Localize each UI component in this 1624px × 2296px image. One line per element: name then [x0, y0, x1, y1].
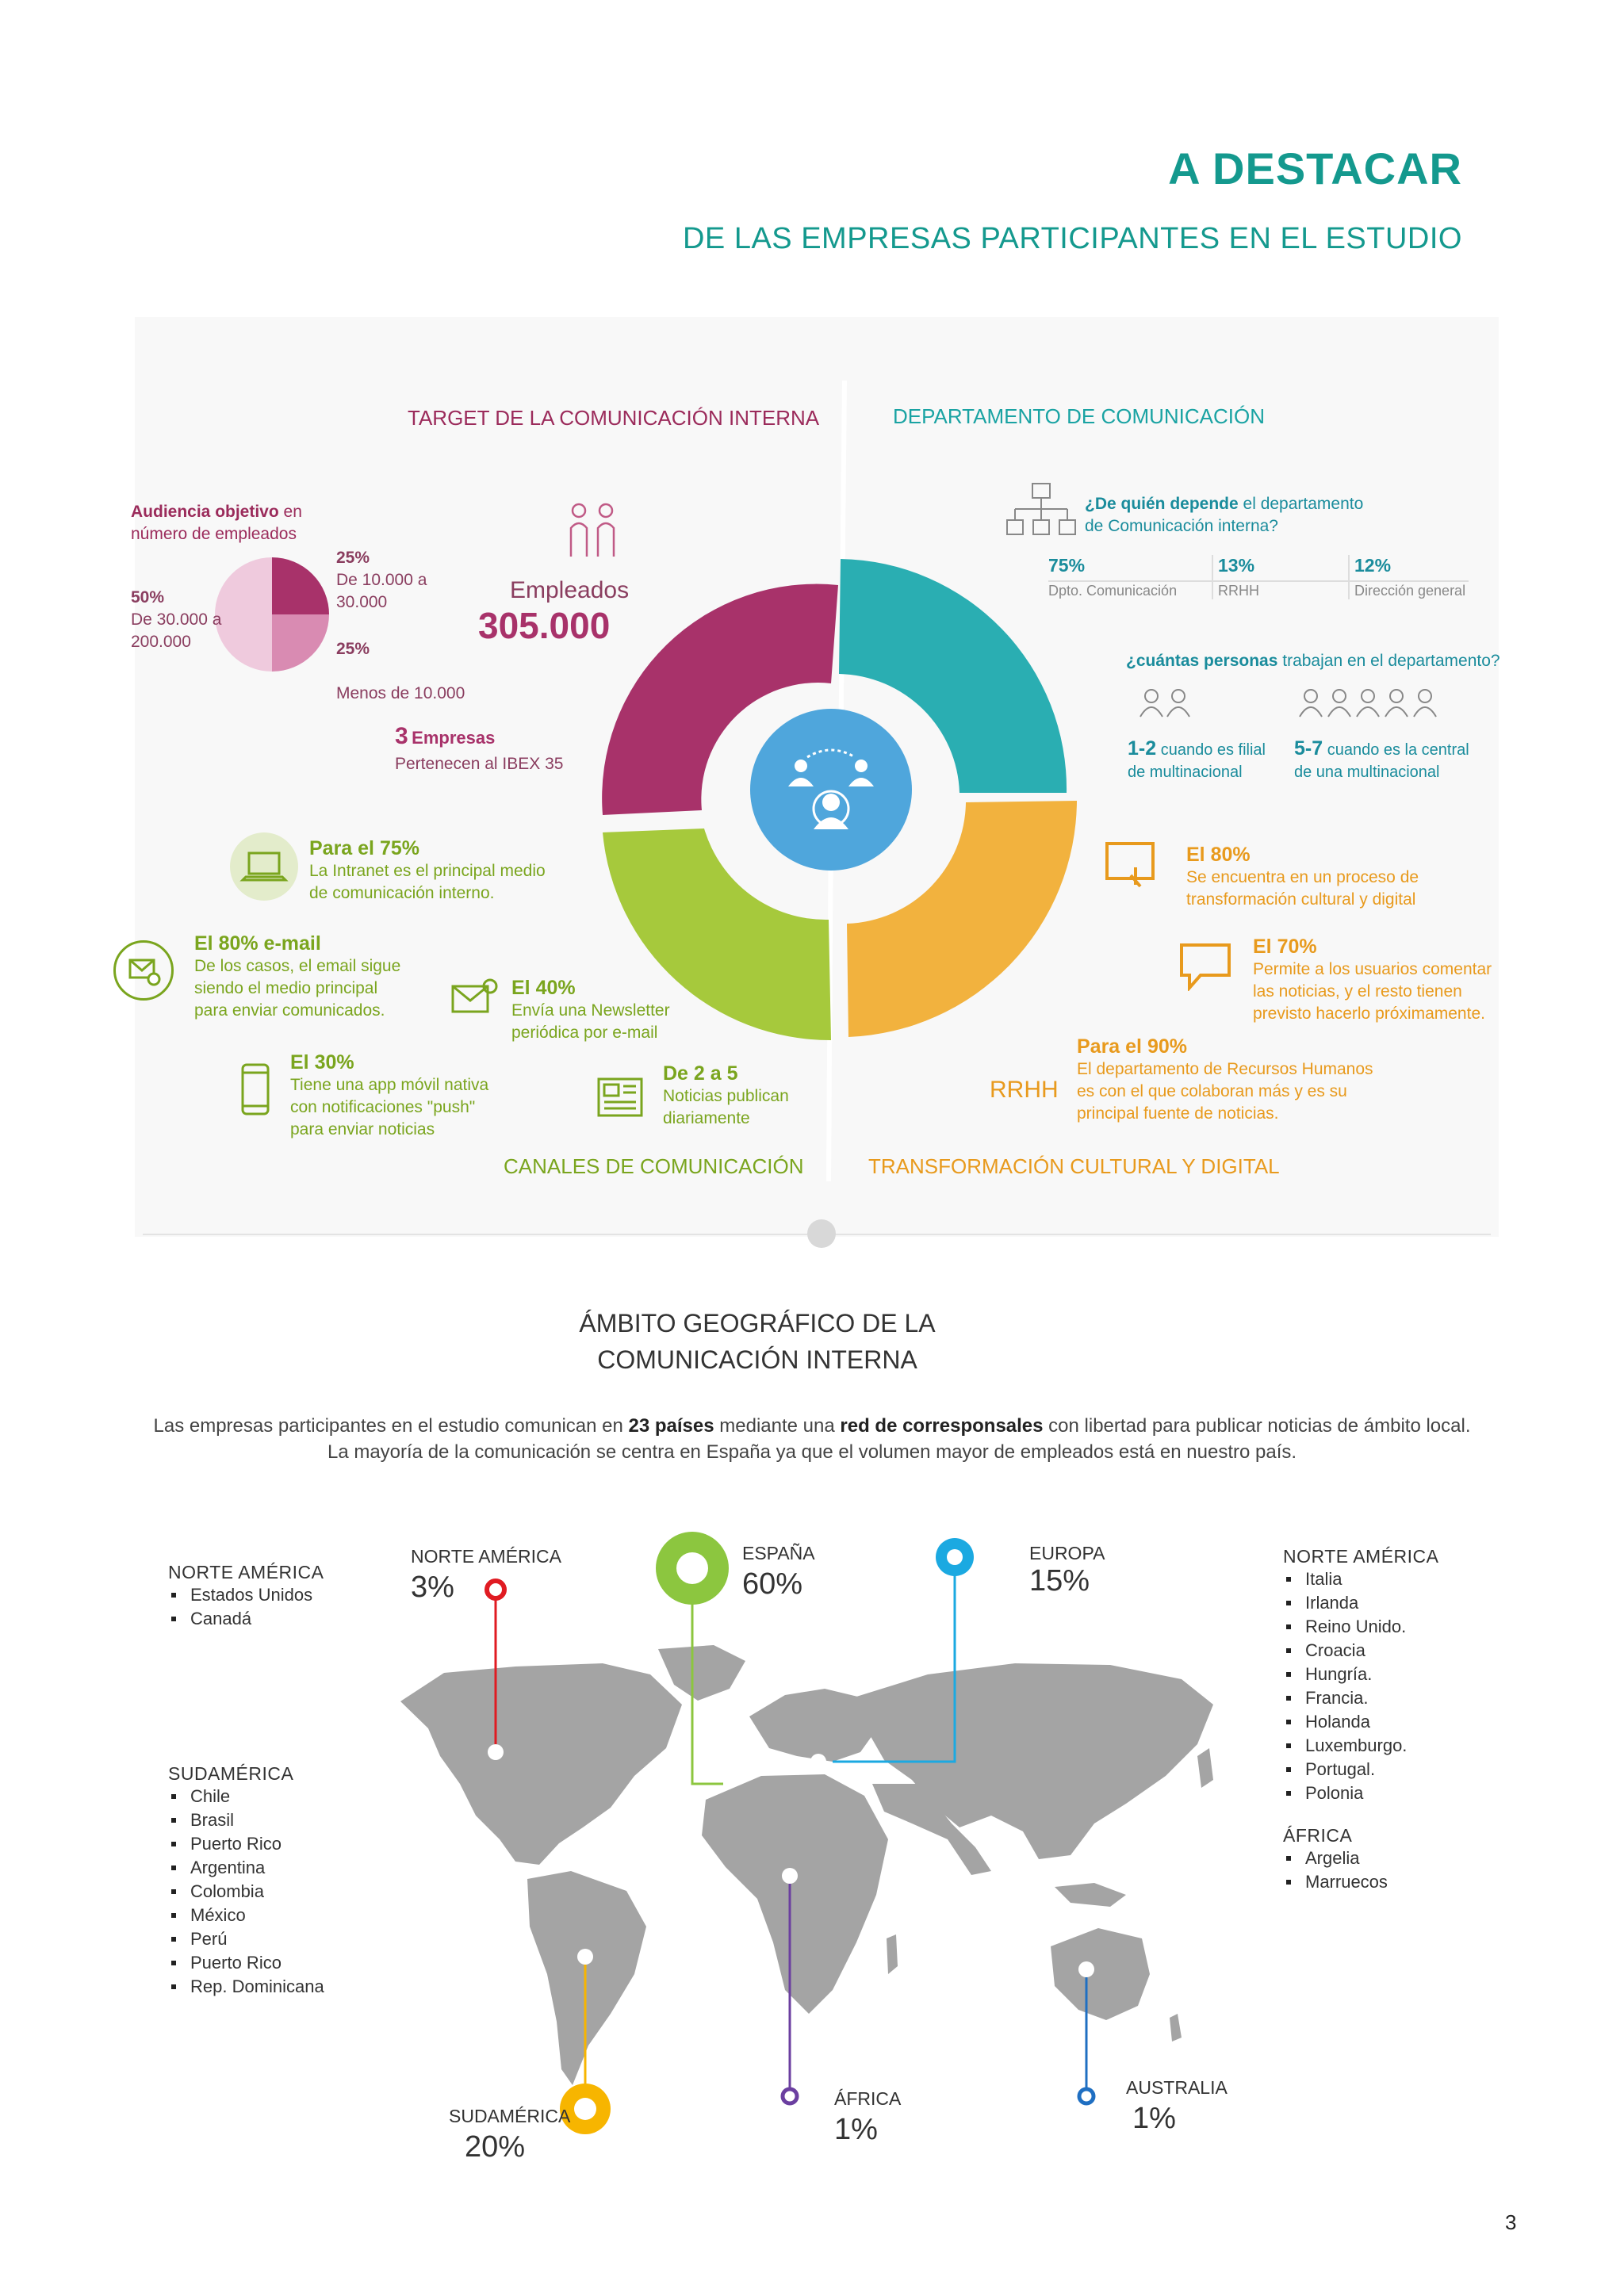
- page-subtitle: DE LAS EMPRESAS PARTICIPANTES EN EL ESTUDIO: [682, 222, 1462, 255]
- list-item: Francia.: [1283, 1686, 1439, 1710]
- list-norte-america-right: NORTE AMÉRICA Italia Irlanda Reino Unido. Croacia Hungría. Francia. Holanda Luxemburgo. Portugal. Polonia: [1283, 1546, 1439, 1805]
- depende-label: RRHH: [1218, 583, 1259, 599]
- section-title-transformacion: TRANSFORMACIÓN CULTURAL Y DIGITAL: [868, 1154, 1280, 1178]
- depende-label: Dirección general: [1354, 583, 1466, 599]
- list-item: Luxemburgo.: [1283, 1734, 1439, 1758]
- list-item: Puerto Rico: [168, 1832, 324, 1856]
- geo-title: ÁMBITO GEOGRÁFICO DE LA COMUNICACIÓN INTERNA: [579, 1309, 936, 1374]
- pin-dot-australia: [1078, 1961, 1094, 1977]
- list-norte-america-left: NORTE AMÉRICA Estados Unidos Canadá: [168, 1562, 324, 1631]
- list-africa: ÁFRICA Argelia Marruecos: [1283, 1825, 1388, 1894]
- list-item: Canadá: [168, 1607, 324, 1631]
- page-number: 3: [1505, 2210, 1517, 2234]
- pin-label-espana: ESPAÑA 60%: [742, 1543, 815, 1601]
- canal-newsletter: El 40% Envía una Newsletter periódica por e-mail: [511, 977, 670, 1042]
- audiencia-title: Audiencia objetivo en número de empleados: [131, 503, 302, 543]
- section-title-canales: CANALES DE COMUNICACIÓN: [504, 1154, 804, 1178]
- empleados-value: 305.000: [478, 605, 611, 646]
- page-title: A DESTACAR: [1168, 144, 1462, 193]
- list-sudamerica: SUDAMÉRICA Chile Brasil Puerto Rico Argentina Colombia México Perú Puerto Rico Rep. Dominicana: [168, 1763, 324, 1999]
- pin-dot-europa: [810, 1754, 826, 1770]
- empresas-desc: Pertenecen al IBEX 35: [395, 755, 564, 773]
- rrhh-tag: RRHH: [990, 1077, 1059, 1103]
- pin-label-sudamerica: SUDAMÉRICA 20%: [449, 2106, 571, 2164]
- list-item: Italia: [1283, 1567, 1439, 1591]
- list-item: Argentina: [168, 1856, 324, 1880]
- depende-pct: 13%: [1218, 555, 1255, 576]
- personas-answer-filial: 1-2 cuando es filial de multinacional: [1128, 737, 1266, 781]
- depende-pct: 75%: [1048, 555, 1086, 576]
- depende-question: ¿De quién depende el departamento de Comunicación interna?: [1085, 495, 1364, 535]
- list-item: Perú: [168, 1927, 324, 1951]
- list-item: Chile: [168, 1785, 324, 1808]
- pin-marker-africa: [783, 2089, 797, 2103]
- map-new-zealand: [1170, 2014, 1182, 2042]
- personas-answer-central: 5-7 cuando es la central de una multinacional: [1294, 737, 1469, 781]
- geo-intro: Las empresas participantes en el estudio comunican en 23 países mediante una red de corresponsales con libertad para publicar noticias de ámbito local. La mayoría de la comunicación se centra en España ya que el volumen mayor de empleados está en nuestro país.: [153, 1415, 1471, 1463]
- pie-label-25-a: 25% De 10.000 a 30.000: [336, 549, 427, 611]
- map-madagascar: [887, 1934, 898, 1974]
- transformacion-80: El 80% Se encuentra en un proceso de transformación cultural y digital: [1186, 844, 1419, 909]
- pin-dot-norte-america: [488, 1744, 504, 1760]
- list-item: Brasil: [168, 1808, 324, 1832]
- map-japan: [1197, 1748, 1213, 1788]
- canal-app: El 30% Tiene una app móvil nativa con notificaciones "push" para enviar noticias: [290, 1051, 489, 1138]
- rrhh-block: Para el 90% El departamento de Recursos Humanos es con el que colaboran más y es su principal fuente de noticias.: [1077, 1035, 1373, 1123]
- transformacion-70: El 70% Permite a los usuarios comentar las noticias, y el resto tienen previsto hacerlo próximamente.: [1253, 936, 1492, 1023]
- map-australia: [1051, 1928, 1150, 2020]
- list-item: Rep. Dominicana: [168, 1975, 324, 1999]
- pin-label-africa: ÁFRICA 1%: [834, 2088, 902, 2146]
- section-title-departamento: DEPARTAMENTO DE COMUNICACIÓN: [893, 404, 1266, 428]
- section-title-target: TARGET DE LA COMUNICACIÓN INTERNA: [408, 406, 820, 430]
- pin-dot-africa: [782, 1868, 798, 1884]
- pin-dot-sudamerica: [577, 1949, 593, 1965]
- list-item: Croacia: [1283, 1639, 1439, 1663]
- list-item: Irlanda: [1283, 1591, 1439, 1615]
- list-item: Hungría.: [1283, 1663, 1439, 1686]
- list-item: Argelia: [1283, 1846, 1388, 1870]
- map-south-america: [527, 1871, 646, 2085]
- personas-question: ¿cuántas personas trabajan en el departamento?: [1126, 652, 1500, 670]
- canal-intranet: Para el 75% La Intranet es el principal medio de comunicación interno.: [309, 837, 546, 902]
- map-africa: [702, 1774, 888, 2014]
- depende-pct: 12%: [1354, 555, 1392, 576]
- pin-marker-australia: [1079, 2089, 1094, 2103]
- pin-label-norte-america: NORTE AMÉRICA 3%: [411, 1546, 561, 1604]
- list-item: México: [168, 1904, 324, 1927]
- pin-label-europa: EUROPA 15%: [1029, 1543, 1105, 1598]
- pie-label-25-b: 25% Menos de 10.000: [336, 640, 465, 702]
- canal-noticias: De 2 a 5 Noticias publican diariamente: [663, 1062, 789, 1127]
- list-item: Colombia: [168, 1880, 324, 1904]
- map-greenland: [658, 1645, 745, 1701]
- map-north-america: [400, 1663, 682, 1865]
- empresas-block: 3 Empresas: [395, 723, 496, 749]
- list-item: Holanda: [1283, 1710, 1439, 1734]
- list-item: Portugal.: [1283, 1758, 1439, 1781]
- list-item: Estados Unidos: [168, 1583, 324, 1607]
- list-item: Puerto Rico: [168, 1951, 324, 1975]
- pin-label-australia: AUSTRALIA 1%: [1126, 2077, 1228, 2135]
- list-item: Marruecos: [1283, 1870, 1388, 1894]
- empleados-label: Empleados: [510, 577, 630, 603]
- map-indonesia: [1055, 1883, 1126, 1907]
- list-item: Polonia: [1283, 1781, 1439, 1805]
- pie-label-50: 50% De 30.000 a 200.000: [131, 588, 222, 651]
- depende-label: Dpto. Comunicación: [1048, 583, 1178, 599]
- list-item: Reino Unido.: [1283, 1615, 1439, 1639]
- canal-email: El 80% e-mail De los casos, el email sigue siendo el medio principal para enviar comunicados.: [194, 932, 401, 1020]
